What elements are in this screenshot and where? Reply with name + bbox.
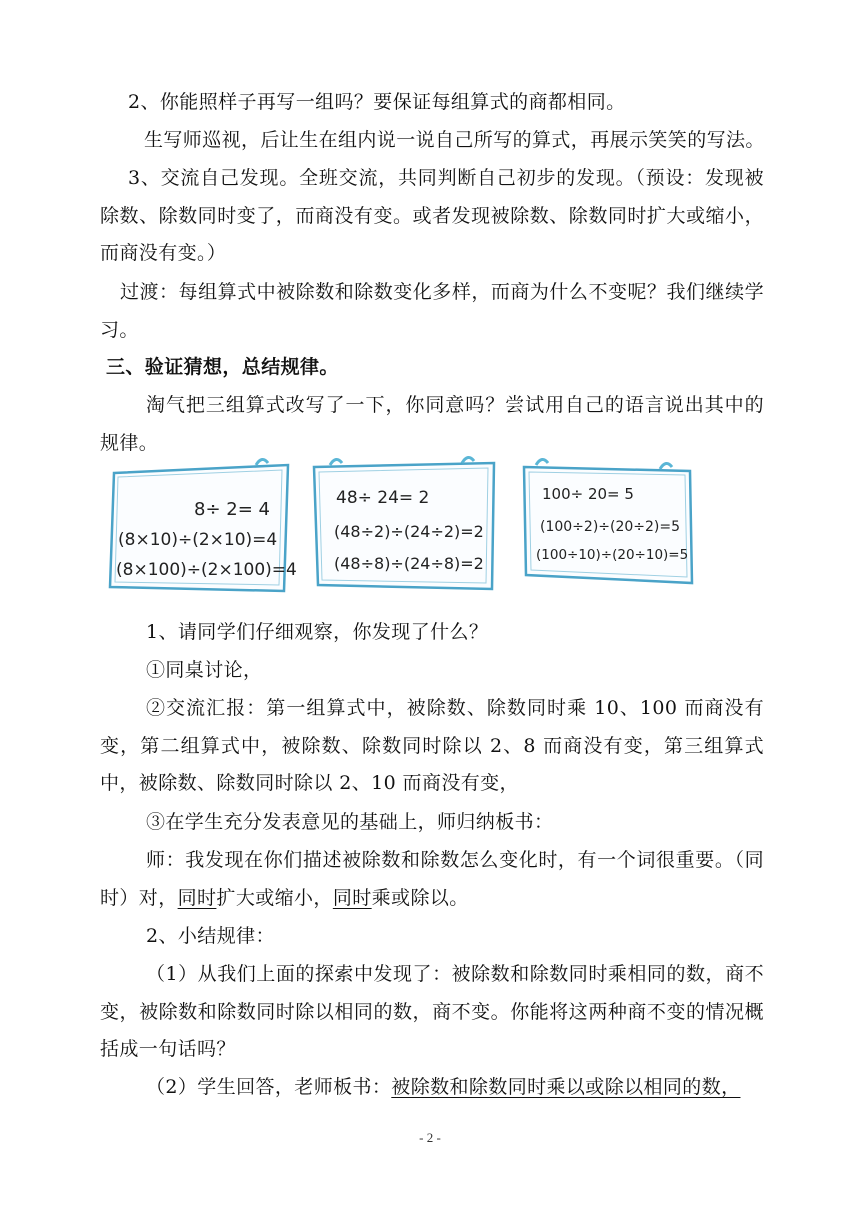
- paragraph-question-1: 1、请同学们仔细观察，你发现了什么？: [146, 621, 489, 643]
- paragraph-teacher-patrol: 生写师巡视，后让生在组内说一说自己所写的算式，再展示笑笑的写法。: [144, 129, 765, 151]
- paragraph-summary-intro: ③在学生充分发表意见的基础上，师归纳板书：: [146, 811, 554, 833]
- card-3-line-3: (100÷10)÷(20÷10)=5: [536, 547, 689, 563]
- rule-blackboard-text: 被除数和除数同时乘以或除以相同的数，: [391, 1076, 741, 1098]
- teacher-remark-text-a: 师：我发现在你们描述被除数和除数怎么变化时，有一个词很重要。（同时）对，: [100, 849, 764, 909]
- card-1-line-2: (8×10)÷(2×10)=4: [118, 530, 278, 550]
- card-3-line-1: 100÷ 20= 5: [542, 485, 634, 503]
- formula-cards: [108, 457, 768, 597]
- card-2-line-2: (48÷2)÷(24÷2)=2: [334, 522, 484, 541]
- underlined-word-simultaneously-2: 同时: [332, 886, 372, 909]
- rule-part-2-text: （2）学生回答，老师板书：: [146, 1076, 392, 1098]
- paragraph-naughty-rewrite: 淘气把三组算式改写了一下，你同意吗？尝试用自己的语言说出其中的规律。: [100, 394, 764, 454]
- teacher-remark-text-b: 扩大或缩小，: [216, 886, 333, 909]
- card-2-frame: [310, 457, 498, 593]
- underlined-word-simultaneously-1: 同时: [177, 886, 217, 909]
- paragraph-report: ②交流汇报：第一组算式中，被除数、除数同时乘 10、100 而商没有变，第二组算式中，被除数、除数同时除以 2、8 而商没有变，第三组算式中，被除数、除数同时除以 2、10 而商没有变，: [100, 697, 764, 794]
- card-2-line-3: (48÷8)÷(24÷8)=2: [334, 554, 484, 573]
- card-1-ring-icon: [256, 459, 268, 465]
- card-1-line-1: 8÷ 2= 4: [194, 499, 270, 520]
- paragraph-rule-summary-heading: 2、小结规律：: [146, 925, 275, 947]
- paragraph-task-2: 2、你能照样子再写一组吗？要保证每组算式的商都相同。: [128, 91, 626, 113]
- page-number: - 2 -: [419, 1130, 441, 1145]
- paragraph-task-3: 3、交流自己发现。全班交流，共同判断自己初步的发现。（预设：发现被除数、除数同时变了，而商没有变。或者发现被除数、除数同时扩大或缩小，而商没有变。）: [100, 167, 764, 264]
- card-1-line-3: (8×100)÷(2×100)=4: [116, 560, 297, 580]
- card-2-ring-icon-b: [462, 457, 474, 463]
- paragraph-teacher-remark: [100, 842, 764, 917]
- card-2-ring-icon: [330, 459, 342, 465]
- paragraph-rule-part-2: [100, 1069, 764, 1107]
- card-3-ring-icon: [536, 459, 548, 465]
- section-heading-3: 三、验证猜想，总结规律。: [106, 356, 339, 378]
- paragraph-transition: 过渡：每组算式中被除数和除数变化多样，而商为什么不变呢？我们继续学习。: [100, 281, 764, 341]
- paragraph-rule-part-1: （1）从我们上面的探索中发现了：被除数和除数同时乘相同的数，商不变，被除数和除数同时除以相同的数，商不变。你能将这两种商不变的情况概括成一句话吗？: [100, 963, 764, 1060]
- card-3-line-2: (100÷2)÷(20÷2)=5: [540, 519, 681, 535]
- teacher-remark-text-c: 乘或除以。: [371, 886, 469, 909]
- card-1-frame: [108, 461, 297, 595]
- card-3-ring-icon-b: [660, 463, 672, 469]
- card-3-frame: [520, 457, 696, 587]
- card-2-line-1: 48÷ 24= 2: [336, 488, 430, 508]
- paragraph-desk-discussion: ①同桌讨论，: [146, 659, 263, 681]
